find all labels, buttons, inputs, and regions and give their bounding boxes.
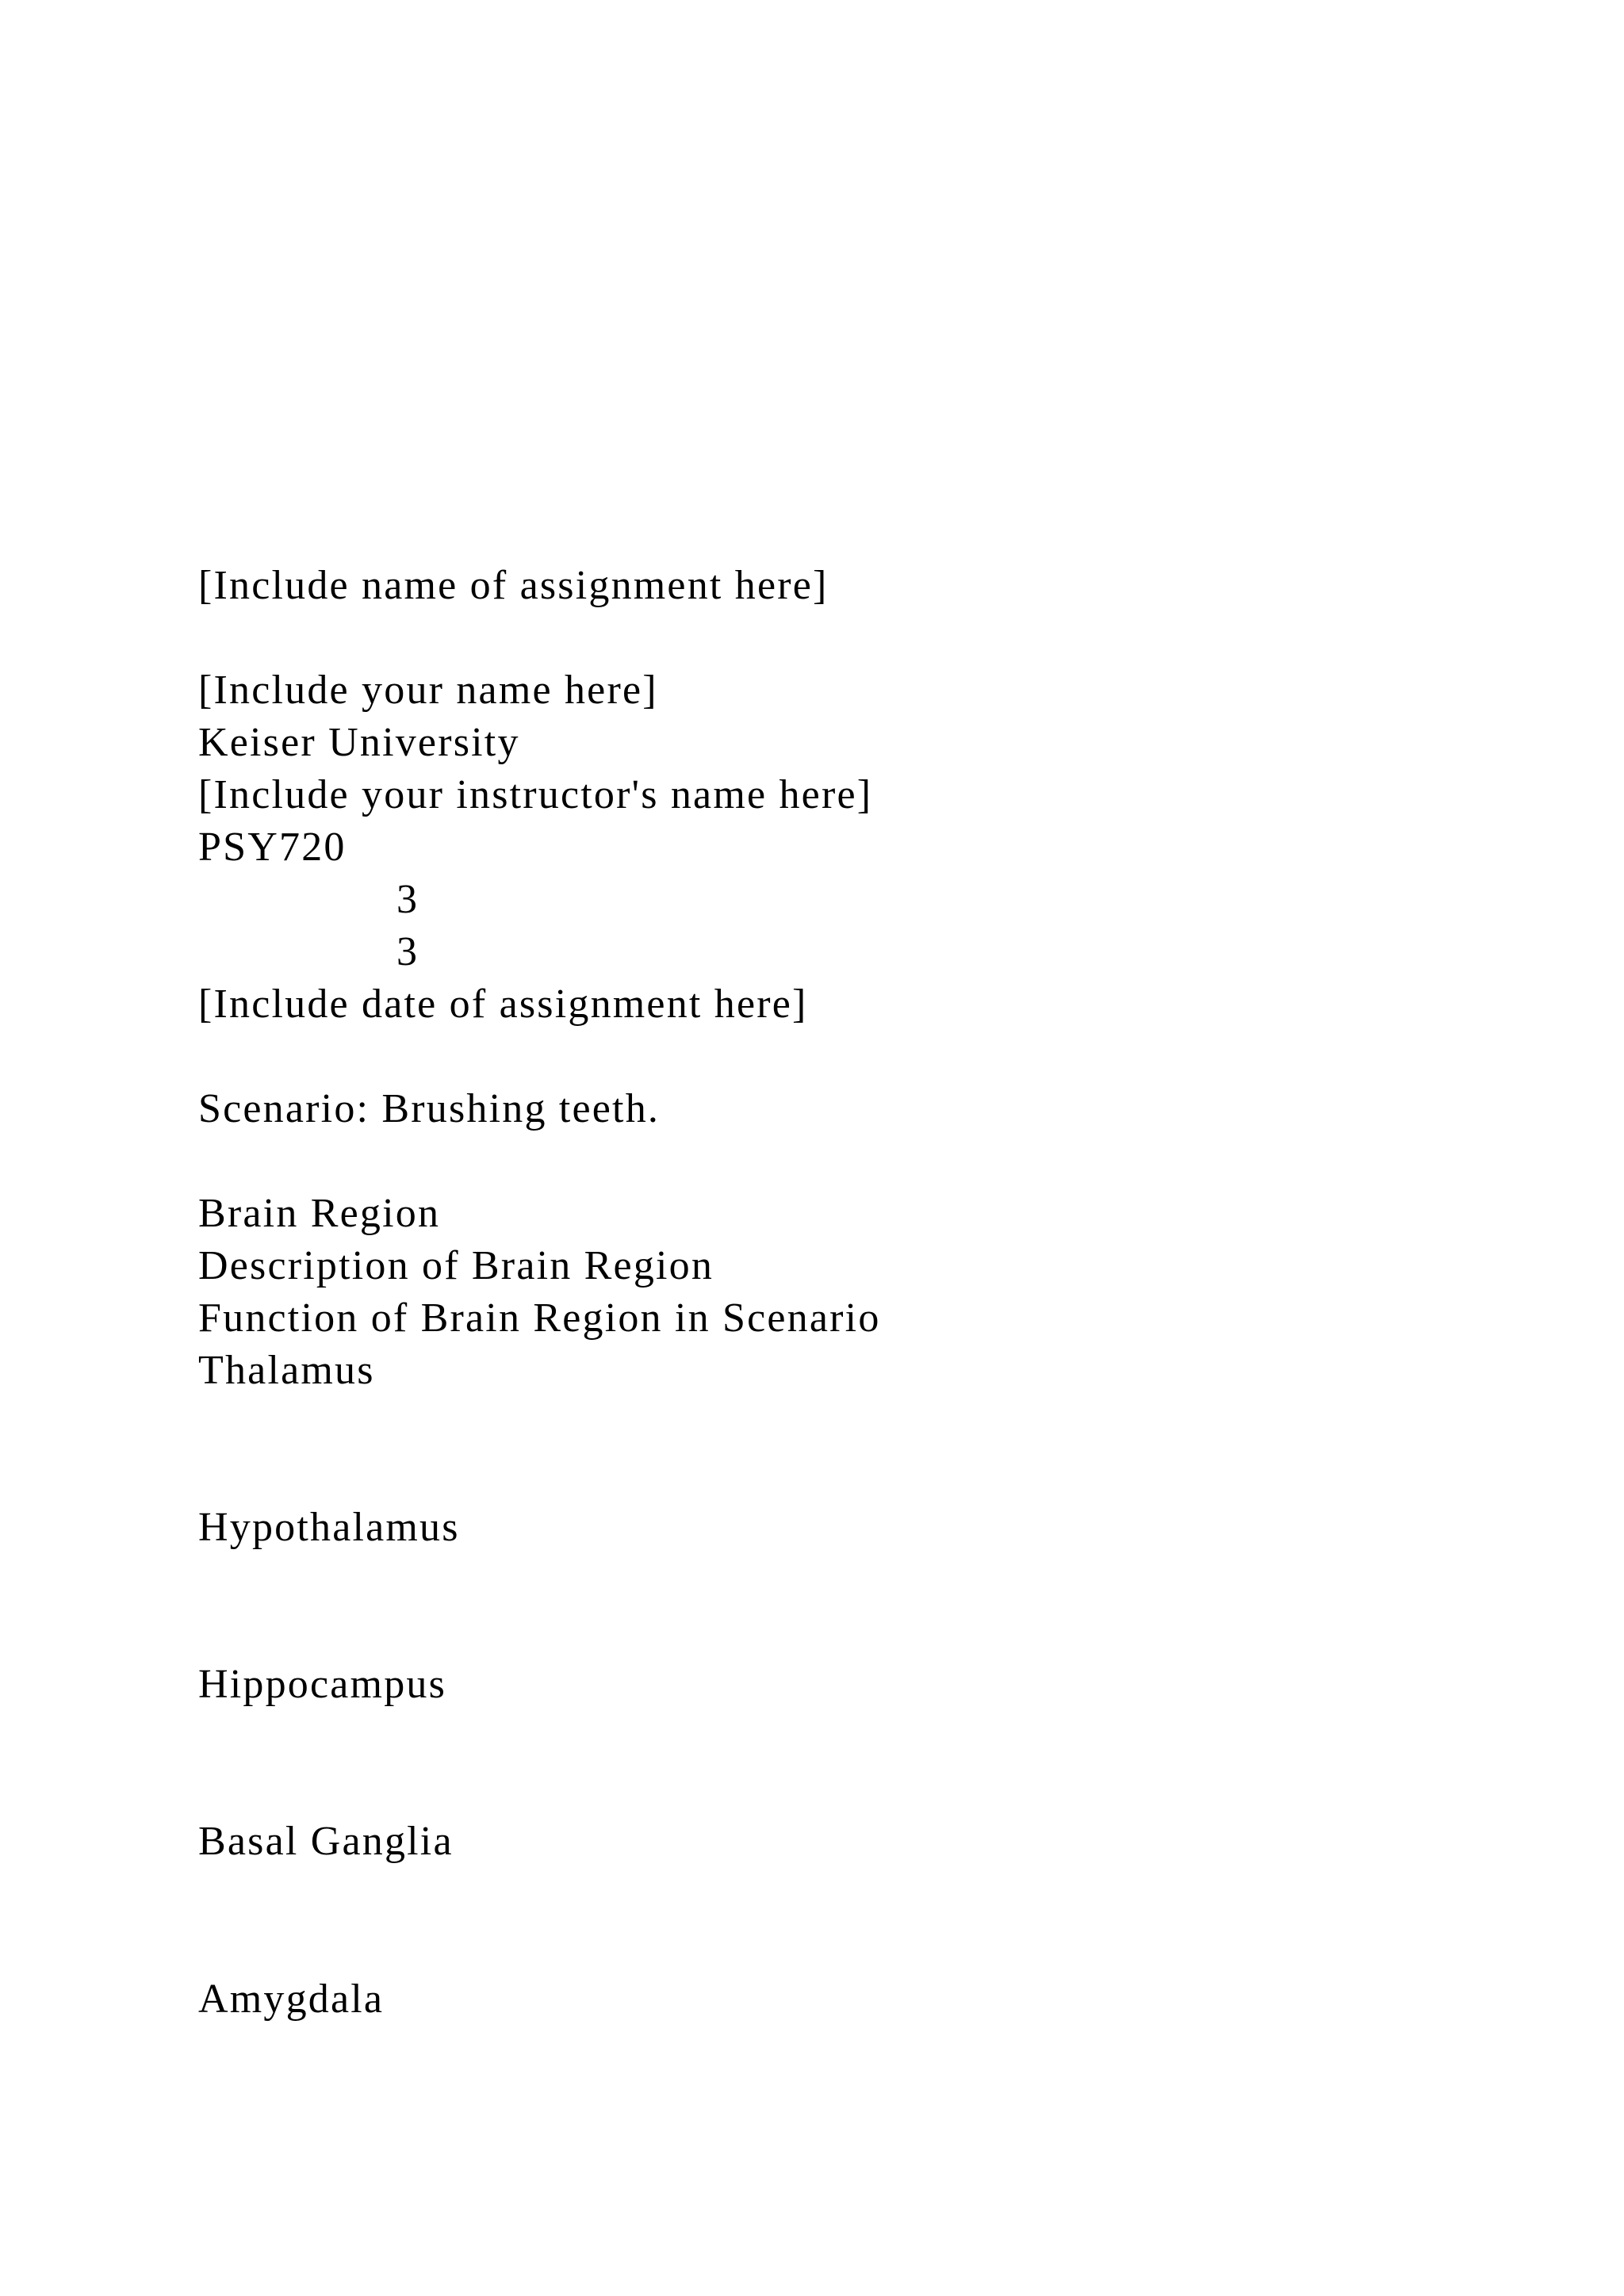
student-name: [Include your name here] (198, 668, 658, 713)
page-number-1: 3 (396, 877, 419, 922)
assignment-date: [Include date of assignment here] (198, 982, 808, 1027)
instructor-name: [Include your instructor's name here] (198, 772, 873, 817)
header-function: Function of Brain Region in Scenario (198, 1295, 881, 1341)
page-number-2: 3 (396, 929, 419, 974)
header-description: Description of Brain Region (198, 1243, 714, 1288)
scenario-text: Scenario: Brushing teeth. (198, 1086, 661, 1131)
region-hippocampus: Hippocampus (198, 1662, 447, 1707)
region-hypothalamus: Hypothalamus (198, 1505, 460, 1550)
course-code: PSY720 (198, 825, 347, 870)
region-basal-ganglia: Basal Ganglia (198, 1819, 454, 1864)
header-brain-region: Brain Region (198, 1191, 441, 1236)
assignment-name: [Include name of assignment here] (198, 563, 829, 608)
region-amygdala: Amygdala (198, 1976, 385, 2022)
region-thalamus: Thalamus (198, 1348, 375, 1393)
university-name: Keiser University (198, 720, 520, 765)
